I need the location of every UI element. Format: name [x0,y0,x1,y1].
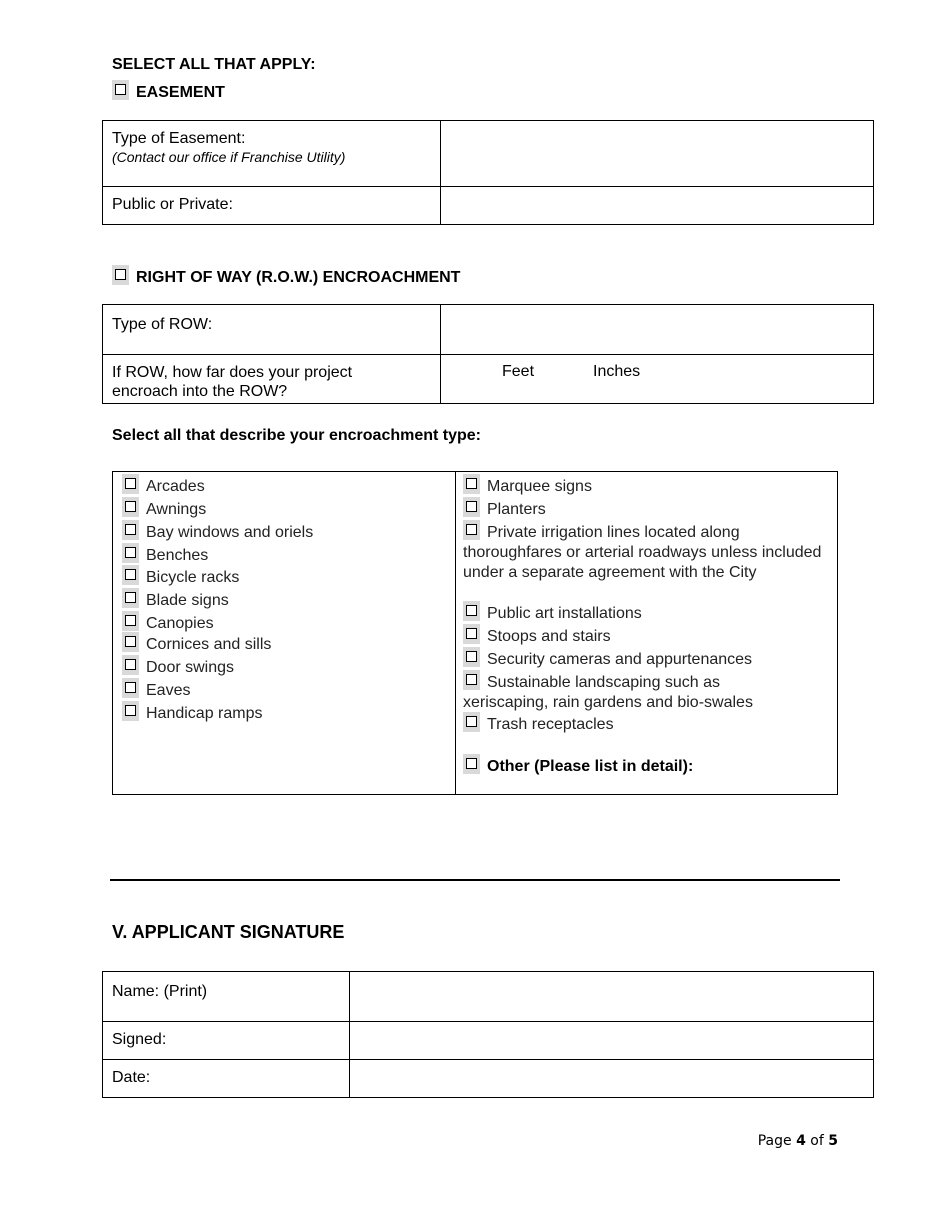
inches-label: Inches [593,363,641,380]
checkbox-icon[interactable] [463,497,480,517]
date-label-cell [103,1060,350,1098]
signature-table [102,971,874,1098]
encroachment-item-label: Handicap ramps [146,705,263,722]
encroachment-item-label: Public art installations [487,605,642,622]
encroachment-item-label: Door swings [146,659,235,676]
checkbox-icon[interactable] [463,601,480,621]
encroachment-item-label: Cornices and sills [146,636,272,653]
encroachment-other[interactable] [463,754,693,777]
row-distance-label: If ROW, how far does your project encroach into the ROW? [112,364,353,400]
easement-type-label: Type of Easement: [112,130,246,147]
name-label-cell [103,972,350,1022]
encroachment-item[interactable] [463,520,828,583]
date-input[interactable] [350,1060,874,1098]
checkbox-icon[interactable] [122,543,139,563]
encroachment-item[interactable] [122,543,208,566]
row-distance-input[interactable] [441,355,874,404]
easement-type-label-cell [103,121,441,187]
checkbox-icon[interactable] [122,701,139,721]
public-private-label-cell [103,187,441,225]
checkbox-icon[interactable] [463,670,480,690]
encroachment-item-label: Trash receptacles [487,716,614,733]
easement-type-note: (Contact our office if Franchise Utility) [112,149,346,165]
public-private-input[interactable] [441,187,874,225]
encroachment-item-label: Private irrigation lines located along thoroughfares or arterial roadways unless included under a separate agreement with the City [463,524,822,581]
encroachment-item[interactable] [122,565,239,588]
encroachment-item[interactable] [122,701,263,724]
row-type-input[interactable] [441,305,874,355]
encroachment-item[interactable] [463,712,614,735]
encroachment-other-label: Other (Please list in detail): [487,758,694,775]
section-divider [110,879,840,881]
page-number [758,1133,838,1149]
checkbox-icon[interactable] [122,655,139,675]
name-input[interactable] [350,972,874,1022]
checkbox-icon[interactable] [463,647,480,667]
encroachment-item[interactable] [122,678,190,701]
encroachment-item-label: Marquee signs [487,478,592,495]
encroachment-item[interactable] [463,647,752,670]
encroachment-item[interactable] [463,474,592,497]
encroachment-item[interactable] [463,624,611,647]
encroachment-item-label: Sustainable landscaping such as xeriscaping, rain gardens and bio-swales [463,674,753,711]
easement-type-input[interactable] [441,121,874,187]
encroachment-item[interactable] [463,497,546,520]
checkbox-icon[interactable] [122,565,139,585]
checkbox-icon[interactable] [122,611,139,631]
encroachment-item[interactable] [122,611,214,634]
checkbox-icon[interactable] [122,474,139,494]
row-type-label-cell [103,305,441,355]
checkbox-icon[interactable] [122,632,139,652]
encroachment-item[interactable] [122,520,313,543]
row-checkbox[interactable] [112,265,129,285]
page-total: 5 [828,1133,838,1149]
easement-option[interactable] [112,80,225,102]
encroachment-item-label: Eaves [146,682,191,699]
checkbox-icon[interactable] [463,474,480,494]
encroachment-item[interactable] [122,632,271,655]
checkbox-icon[interactable] [122,588,139,608]
encroachment-item-label: Planters [487,501,546,518]
encroachment-divider [455,472,456,794]
easement-checkbox[interactable] [112,80,129,100]
encroachment-item-label: Benches [146,547,209,564]
encroachment-item[interactable] [122,588,229,611]
encroachment-item-label: Bicycle racks [146,569,240,586]
encroachment-item-label: Awnings [146,501,207,518]
encroachment-item[interactable] [463,601,642,624]
checkbox-icon[interactable] [463,520,480,540]
encroachment-item[interactable] [122,497,206,520]
encroachment-item[interactable] [122,474,205,497]
name-label: Name: (Print) [112,983,208,1000]
signed-label-cell [103,1022,350,1060]
easement-label: EASEMENT [136,84,225,101]
encroachment-table [112,471,838,795]
checkbox-icon[interactable] [122,520,139,540]
public-private-label: Public or Private: [112,196,233,213]
date-label: Date: [112,1069,151,1086]
row-option[interactable] [112,265,460,287]
signed-input[interactable] [350,1022,874,1060]
encroachment-item-label: Arcades [146,478,205,495]
row-table [102,304,874,404]
checkbox-icon[interactable] [463,624,480,644]
page-of: of [810,1133,824,1149]
row-label: RIGHT OF WAY (R.O.W.) ENCROACHMENT [136,269,461,286]
signed-label: Signed: [112,1031,167,1048]
feet-label: Feet [502,363,535,380]
encroachment-item[interactable] [463,670,793,713]
row-type-label: Type of ROW: [112,316,213,333]
easement-table [102,120,874,225]
encroachment-item-label: Blade signs [146,592,229,609]
encroachment-item-label: Stoops and stairs [487,628,611,645]
checkbox-icon[interactable] [122,497,139,517]
encroachment-item-label: Security cameras and appurtenances [487,651,753,668]
checkbox-icon[interactable] [463,712,480,732]
encroachment-item-label: Bay windows and oriels [146,524,314,541]
select-all-header: SELECT ALL THAT APPLY: [112,56,316,73]
checkbox-icon[interactable] [463,754,480,774]
encroachment-item-label: Canopies [146,615,214,632]
encroachment-header: Select all that describe your encroachment type: [112,427,482,444]
page-current: 4 [796,1133,806,1149]
page-prefix: Page [757,1133,792,1149]
encroachment-item[interactable] [122,655,234,678]
row-distance-label-cell [103,355,441,404]
checkbox-icon[interactable] [122,678,139,698]
signature-section-title: V. APPLICANT SIGNATURE [112,922,345,942]
